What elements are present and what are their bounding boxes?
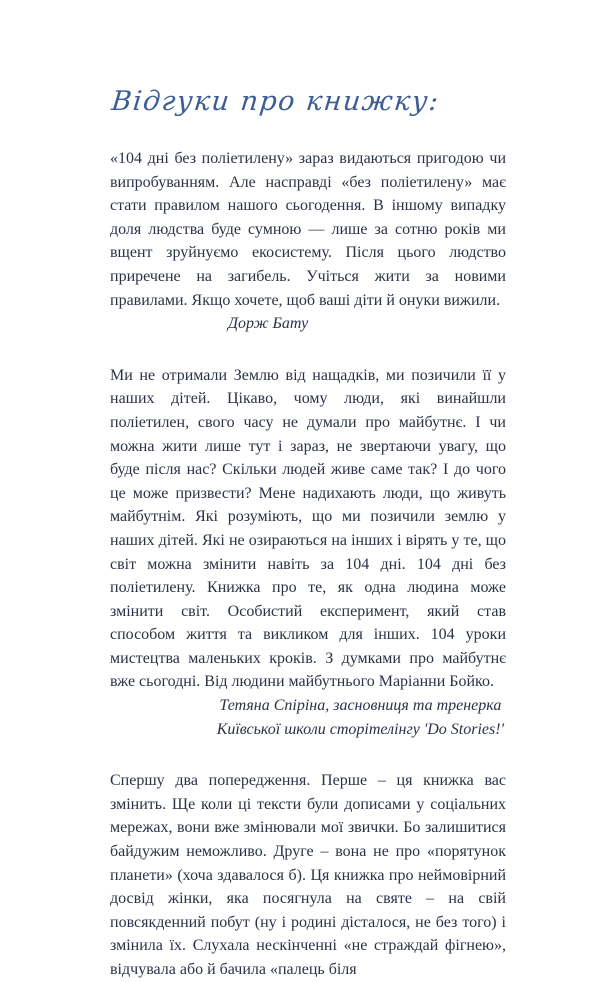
review-text: Спершу два попередження. Перше – ця книжка вас змінить. Ще коли ці тексти були дописами у соціальних мережах, вони вже змінювали мої звички. Бо залишитися байдужим неможливо. Друге – вона не про «порятунок планети» (хоча здавалося б). Ця книжка про неймовірний досвід жінки, яка посягнула на святе – на свій повсякденний побут (ну і родині дісталося, не без того) і змінила їх. Слухала нескінченні «не страждай фігнею», відчувала або й бачила «палець біля (110, 772, 506, 978)
attribution-line: Тетяна Спіріна, засновниця та тренерка (219, 697, 502, 715)
attribution-line: Київської школи сторітелінгу 'Do Stories!' (216, 720, 504, 738)
review-text: Ми не отримали Землю від нащадків, ми позичили її у наших дітей. Цікаво, чому люди, які винайшли поліетилен, свого часу не думали про майбутнє. І чи можна жити лише тут і зараз, не звертаючи увагу, що буде після нас? Скільки людей живе саме так? І до чого це може призвести? Мене надихають люди, що живуть майбутнім. Які розуміють, що ми позичили землю у наших дітей. Які не озираються на інших і вірять у те, що світ можна змінити навіть за 104 дні. 104 дні без поліетилену. Книжка про те, як одна людина може змінити світ. Особистий експеримент, який став способом життя та викликом для інших. 104 уроки мистецтва маленьких кроків. З думками про майбутнє вже сьогодні. Від людини майбутнього Маріанни Бойко. (110, 366, 506, 691)
review-block-1 (110, 147, 506, 336)
review-block-3 (110, 769, 506, 981)
review-block-2 (110, 364, 506, 742)
page-title: Відгуки про книжку: (110, 86, 442, 117)
review-attribution: Дорж Бату (227, 315, 309, 333)
review-attribution (217, 694, 504, 741)
review-text: «104 дні без поліетилену» зараз видаються пригодою чи випробуванням. Але насправді «без поліетилену» має стати правилом нашого сьогодення. В іншому випадку доля людства буде сумною — лише за сотню років ми вщент зруйнуємо екосистему. Після цього людство приречене на загибель. Учіться жити за новими правилами. Якщо хочете, щоб ваші діти й онуки вижили. (110, 150, 506, 309)
